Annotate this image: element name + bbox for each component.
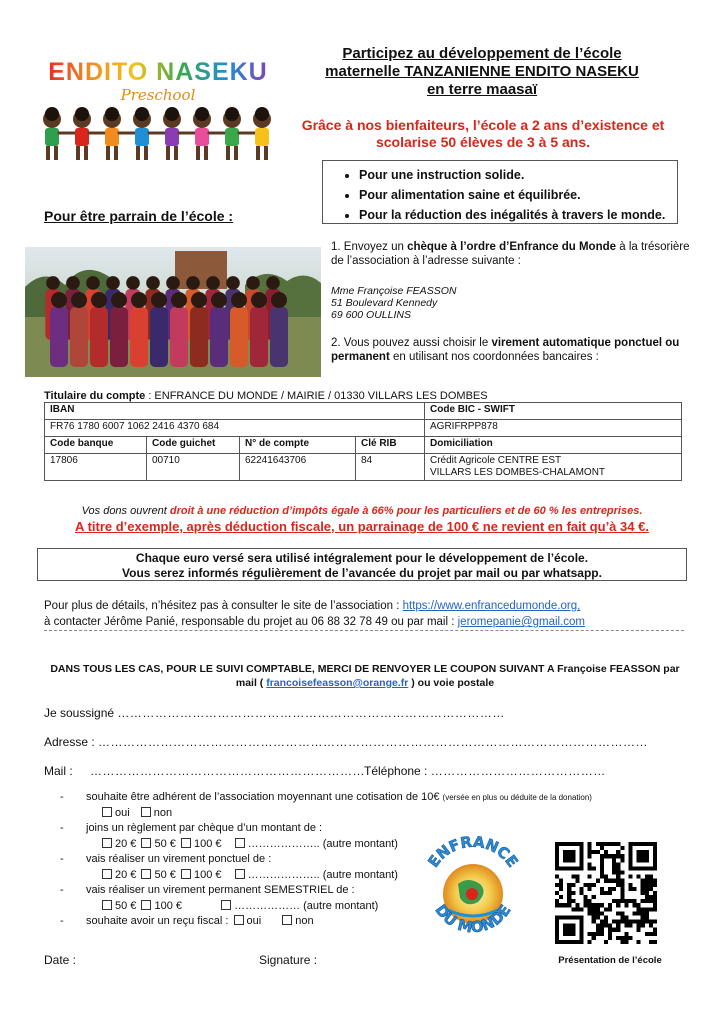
amount-label: 50 € [154, 837, 176, 850]
soussigne-label: Je soussigné [44, 706, 115, 720]
account-holder [44, 390, 684, 402]
amount-label: 100 € [193, 837, 222, 850]
amount-other-checkbox[interactable] [221, 900, 231, 910]
child-in-photo [210, 292, 228, 367]
amount-50-checkbox[interactable] [141, 869, 151, 879]
child-in-photo [130, 292, 148, 367]
child-figure [43, 107, 75, 160]
domiciliation-line: Crédit Agricole CENTRE EST [430, 455, 562, 466]
choice-group [100, 806, 172, 822]
coupon-heading [50, 662, 680, 690]
amount-label: 20 € [115, 868, 137, 881]
autre-label: (autre montant) [322, 868, 398, 881]
tax-note-highlight: droit à une réduction d’impôts égale à 66% pour les particuliers et de 60 % les entreprises. [169, 505, 643, 517]
title-line-2: maternelle TANZANIENNE ENDITO NASEKU [325, 63, 639, 80]
address-line: 69 600 OULLINS [331, 309, 411, 321]
option-permanent: vais réaliser un virement permanent SEMESTRIEL de : [86, 884, 355, 896]
step-1-bold: chèque à l’ordre d’Enfrance du Monde [407, 241, 617, 253]
code-guichet-label: Code guichet [147, 437, 240, 454]
dotted-line: ………………………………………………………………………………… [117, 706, 505, 720]
commitment-box [37, 548, 687, 581]
commitment-line: Chaque euro versé sera utilisé intégralement pour le développement de l’école. [135, 551, 589, 565]
contact-text: à contacter Jérôme Panié, responsable du projet au 06 88 32 78 49 ou par mail : [44, 616, 458, 628]
compte-label: N° de compte [240, 437, 356, 454]
option-adherent [86, 790, 592, 806]
address-line: Mme Françoise FEASSON [331, 285, 457, 297]
dotted-line: ……………….. [247, 837, 320, 850]
oui-checkbox[interactable] [102, 807, 112, 817]
date-field[interactable]: Date : [44, 953, 77, 967]
amount-50-checkbox[interactable] [102, 900, 112, 910]
table-row [45, 454, 682, 481]
telephone-label: Téléphone : [364, 764, 428, 778]
list-dash: - [60, 822, 64, 834]
list-dash: - [60, 915, 64, 927]
child-in-photo [250, 292, 268, 367]
edm-logo-bottom-text: DU MONDE [431, 901, 515, 937]
child-figure [163, 107, 195, 160]
page-title [300, 45, 664, 99]
tax-reduction-note [24, 505, 700, 517]
child-in-photo [70, 292, 88, 367]
cut-line [44, 630, 684, 631]
amount-100-checkbox[interactable] [181, 838, 191, 848]
rib-label: Clé RIB [356, 437, 425, 454]
table-row [45, 403, 682, 420]
child-figure [193, 107, 225, 160]
non-label: non [295, 915, 314, 927]
soussigne-field[interactable] [44, 706, 505, 720]
step-2-text-end: en utilisant nos coordonnées bancaires : [389, 351, 599, 363]
amount-group [100, 899, 378, 915]
dotted-line: …………………………………………………………………………………………………………………… [98, 735, 649, 749]
child-in-photo [90, 292, 108, 367]
child-in-photo [190, 292, 208, 367]
logo-title: ENDITO NASEKU [44, 58, 272, 86]
step-1-cheque [331, 240, 697, 268]
amount-100-checkbox[interactable] [141, 900, 151, 910]
phone-field[interactable] [364, 764, 606, 778]
list-dash: - [60, 884, 64, 896]
treasurer-address [331, 285, 631, 321]
contact-line-2 [44, 614, 684, 630]
oui-label: oui [115, 806, 130, 819]
iban-value: FR76 1780 6007 1062 2416 4370 684 [45, 420, 425, 437]
address-field[interactable] [44, 735, 648, 749]
child-in-photo [230, 292, 248, 367]
children-photo [25, 247, 321, 377]
dotted-line: ……………… [234, 899, 301, 912]
non-checkbox[interactable] [141, 807, 151, 817]
bic-label: Code BIC - SWIFT [425, 403, 682, 420]
autre-label: (autre montant) [303, 899, 379, 912]
option-ponctuel: vais réaliser un virement ponctuel de : [86, 853, 272, 865]
coupon-heading-text: DANS TOUS LES CAS, POUR LE SUIVI COMPTABLE, MERCI DE RENVOYER LE COUPON SUIVANT A Françoise FEASSON par mail ( [50, 663, 680, 689]
option-row [60, 821, 680, 837]
title-line-3: en terre maasaï [426, 81, 538, 98]
amount-label: 100 € [193, 868, 222, 881]
child-figure [73, 107, 105, 160]
domiciliation-line: VILLARS LES DOMBES-CHALAMONT [430, 467, 606, 478]
bank-details-table [44, 402, 682, 481]
dotted-line: …………………………………… [430, 764, 606, 778]
amount-100-checkbox[interactable] [181, 869, 191, 879]
commitment-line: Vous serez informés régulièrement de l’avancée du projet par mail ou par whatsapp. [122, 566, 602, 580]
edm-logo-top-text: ENFRANCE [424, 832, 522, 871]
child-in-photo [150, 292, 168, 367]
child-figure [103, 107, 135, 160]
amount-20-checkbox[interactable] [102, 869, 112, 879]
step-2-text: 2. Vous pouvez aussi choisir le [331, 337, 492, 349]
contact-text: Pour plus de détails, n’hésitez pas à consulter le site de l’association : [44, 600, 403, 612]
non-label: non [153, 806, 173, 819]
amount-label: 100 € [154, 899, 183, 912]
qr-code[interactable] [555, 842, 657, 944]
recu-oui-checkbox[interactable] [234, 915, 244, 925]
rib-value: 84 [356, 454, 425, 481]
coupon-heading-text-end: ) ou voie postale [408, 677, 495, 689]
table-row [45, 420, 682, 437]
code-guichet-value: 00710 [147, 454, 240, 481]
amount-group [100, 868, 398, 884]
step-1-text: 1. Envoyez un [331, 241, 408, 253]
recu-non-checkbox[interactable] [282, 915, 292, 925]
domiciliation-label: Domiciliation [425, 437, 682, 454]
compte-value: 62241643706 [240, 454, 356, 481]
iban-label: IBAN [45, 403, 425, 420]
endito-naseku-logo [36, 58, 280, 162]
bic-value: AGRIFRPP878 [425, 420, 682, 437]
account-holder-label: Titulaire du compte [44, 390, 146, 402]
account-holder-value: : ENFRANCE DU MONDE / MAIRIE / 01330 VILLARS LES DOMBES [145, 390, 488, 402]
intro-line-1: Grâce à nos bienfaiteurs, l’école a 2 ans d’existence et [301, 117, 665, 133]
amount-other-checkbox[interactable] [235, 869, 245, 879]
child-in-photo [50, 292, 68, 367]
list-dash: - [60, 853, 64, 865]
code-banque-label: Code banque [45, 437, 147, 454]
amount-label: 20 € [115, 837, 137, 850]
child-figure [133, 107, 165, 160]
option-label: souhaite avoir un reçu fiscal : [86, 915, 229, 927]
option-row [60, 790, 680, 806]
title-line-1: Participez au développement de l’école [342, 45, 622, 62]
dotted-line: ………………………………………………………… [90, 764, 366, 778]
step-2-transfer [331, 336, 687, 364]
option-recu [86, 914, 314, 930]
option-label: souhaite être adhérent de l’association moyennant une cotisation de 10€ [86, 791, 440, 803]
amount-other-checkbox[interactable] [235, 838, 245, 848]
address-line: 51 Boulevard Kennedy [331, 297, 438, 309]
email-link[interactable]: jeromepanie@gmail.com [457, 616, 585, 628]
adresse-label: Adresse : [44, 735, 95, 749]
amount-20-checkbox[interactable] [102, 838, 112, 848]
autre-label: (autre montant) [322, 837, 398, 850]
website-link[interactable]: https://www.enfrancedumonde.org, [402, 600, 581, 612]
option-row [60, 806, 680, 822]
intro-line-2: scolarise 50 élèves de 3 à 5 ans. [375, 134, 591, 150]
list-dash: - [60, 791, 64, 803]
goals-box [322, 160, 678, 224]
child-figure [253, 107, 271, 160]
coupon-email-link[interactable]: francoisefeasson@orange.fr [266, 677, 409, 689]
goal-item: • Pour une instruction solide. [359, 165, 677, 185]
table-row [45, 437, 682, 454]
step-1-text-end: à la trésorière de l’association à l’adresse suivante : [331, 241, 690, 267]
domiciliation-value [425, 454, 682, 481]
tax-note-text: Vos dons ouvrent [81, 505, 170, 517]
option-cheque: joins un règlement par chèque d’un montant de : [86, 822, 323, 834]
contact-line-1 [44, 598, 684, 614]
tax-example: A titre d’exemple, après déduction fiscale, un parrainage de 100 € ne revient en fait qu’à 34 €. [75, 519, 649, 534]
child-in-photo [110, 292, 128, 367]
goal-item: • Pour alimentation saine et équilibrée. [359, 185, 677, 205]
option-note: (versée en plus ou déduite de la donation) [442, 793, 592, 802]
child-in-photo [170, 292, 188, 367]
sponsor-heading: Pour être parrain de l’école : [44, 208, 234, 224]
mail-field[interactable] [44, 764, 365, 778]
step-2-bold: virement automatique ponctuel ou permanent [331, 337, 680, 363]
child-in-photo [270, 292, 288, 367]
logo-subtitle: Preschool [120, 86, 196, 104]
code-banque-value: 17806 [45, 454, 147, 481]
dotted-line: ……………….. [247, 868, 320, 881]
contact-info [44, 598, 684, 630]
enfrance-du-monde-logo [418, 832, 528, 950]
children-illustration [36, 106, 280, 162]
amount-label: 50 € [154, 868, 176, 881]
intro-text [290, 117, 676, 151]
amount-label: 50 € [115, 899, 137, 912]
child-figure [223, 107, 255, 160]
qr-caption: Présentation de l’école [558, 955, 662, 966]
goal-item: • Pour la réduction des inégalités à travers le monde. [359, 205, 677, 225]
signature-field[interactable]: Signature : [259, 953, 318, 967]
oui-label: oui [246, 915, 262, 927]
amount-group [100, 837, 398, 853]
mail-label: Mail : [44, 764, 73, 778]
amount-50-checkbox[interactable] [141, 838, 151, 848]
